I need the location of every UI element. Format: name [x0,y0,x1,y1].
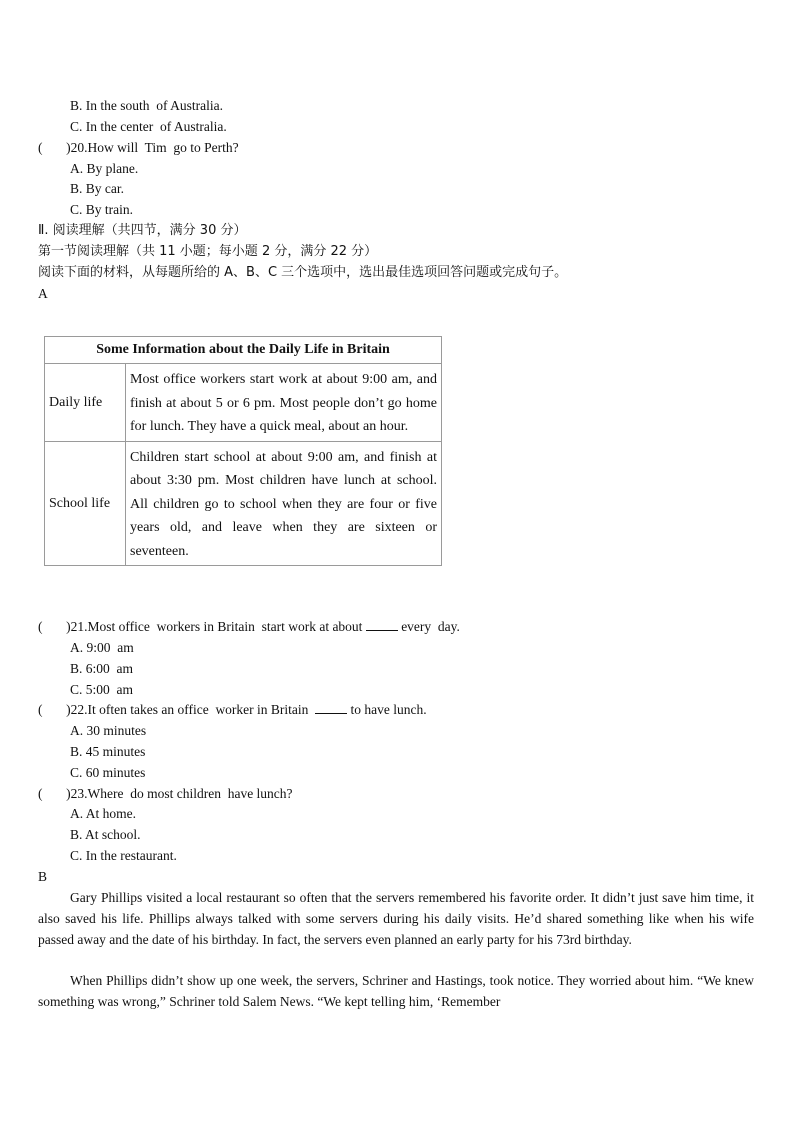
passage-a-label: A [38,286,48,301]
part-heading: 第一节阅读理解（共 11 小题；每小题 2 分，满分 22 分） [38,244,378,259]
q22-stem [38,700,427,720]
passage-b-paragraph-1: Gary Phillips visited a local restaurant so often that the servers remembered his favorite order. It didn’t just save him time, it also saved his life. Phillips always talked with some servers during his daily visits. He’d shared something like when his wife passed away and the date of his birthday. In fact, the servers even planned an early party for his 73rd birthday. [38,890,754,947]
q23-option-c: C. In the restaurant. [70,848,177,863]
info-table [44,336,442,566]
q20-stem: ( )20.How will Tim go to Perth? [38,140,239,155]
row-text: Children start school at about 9:00 am, and finish at about 3:30 pm. Most children have lunch at school. All children go to school when they are four or five years old, and leave when they are sixteen or seventeen. [126,441,442,566]
q21-stem-end: every day. [397,619,460,634]
table-header-row [45,337,442,364]
q21-stem-start: ( )21.Most office workers in Britain start work at about [38,619,366,634]
q19-option-c: C. In the center of Australia. [70,119,227,134]
q20-option-a: A. By plane. [70,161,139,176]
q22-option-b: B. 45 minutes [70,744,146,759]
q21-option-b: B. 6:00 am [70,661,133,676]
row-text: Most office workers start work at about 9:00 am, and finish at about 5 or 6 pm. Most people don’t go home for lunch. They have a quick meal, about an hour. [126,364,442,442]
q22-option-a: A. 30 minutes [70,723,147,738]
table-row [45,364,442,442]
table-row [45,441,442,566]
answer-blank [315,701,347,714]
row-label: Daily life [45,364,126,442]
q20-option-b: B. By car. [70,181,124,196]
passage-b-label: B [38,869,48,884]
q21-stem [38,617,460,637]
q21-option-a: A. 9:00 am [70,640,134,655]
table-title: Some Information about the Daily Life in Britain [45,337,442,364]
q22-option-c: C. 60 minutes [70,765,146,780]
answer-blank [366,618,398,631]
passage-b-paragraph-2: When Phillips didn’t show up one week, the servers, Schriner and Hastings, took notice. They worried about him. “We knew something was wrong,” Schriner told Salem News. “We kept telling him, ‘Remember [38,973,754,1009]
q23-option-a: A. At home. [70,806,136,821]
row-label: School life [45,441,126,566]
q22-stem-start: ( )22.It often takes an office worker in Britain [38,702,316,717]
instruction-text: 阅读下面的材料，从每题所给的 A、B、C 三个选项中，选出最佳选项回答问题或完成句子。 [38,265,568,280]
q21-option-c: C. 5:00 am [70,682,133,697]
q19-option-b: B. In the south of Australia. [70,98,223,113]
q23-option-b: B. At school. [70,827,141,842]
q22-stem-end: to have lunch. [347,702,427,717]
q23-stem: ( )23.Where do most children have lunch? [38,786,293,801]
section-heading: Ⅱ. 阅读理解（共四节，满分 30 分） [38,223,247,238]
q20-option-c: C. By train. [70,202,133,217]
